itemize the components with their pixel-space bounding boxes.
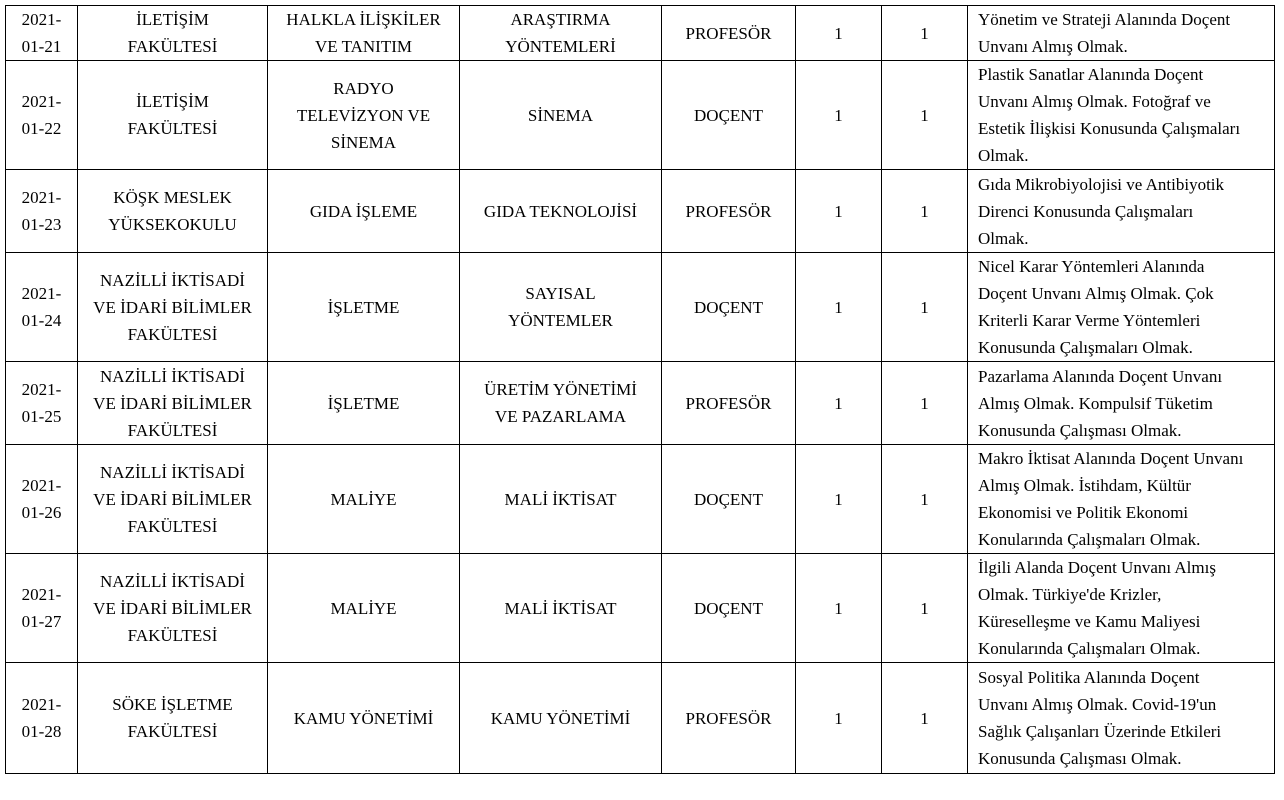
ilan-no-cell: 2021- 01-23 (6, 170, 78, 253)
count-cell: 1 (882, 253, 968, 362)
table-row (6, 445, 1275, 554)
title-cell: PROFESÖR (662, 663, 796, 774)
title-cell: PROFESÖR (662, 6, 796, 61)
ilan-no-cell: 2021- 01-27 (6, 554, 78, 663)
table-row (6, 61, 1275, 170)
table-row (6, 362, 1275, 445)
department-cell: MALİYE (268, 445, 460, 554)
field-cell: ARAŞTIRMA YÖNTEMLERİ (460, 6, 662, 61)
field-cell: ÜRETİM YÖNETİMİ VE PAZARLAMA (460, 362, 662, 445)
field-cell: MALİ İKTİSAT (460, 554, 662, 663)
count-cell: 1 (882, 362, 968, 445)
count-cell: 1 (882, 663, 968, 774)
degree-cell: 1 (796, 445, 882, 554)
field-cell: SAYISAL YÖNTEMLER (460, 253, 662, 362)
ilan-no-cell: 2021- 01-28 (6, 663, 78, 774)
unit-cell: İLETİŞİM FAKÜLTESİ (78, 61, 268, 170)
title-cell: DOÇENT (662, 61, 796, 170)
field-cell: MALİ İKTİSAT (460, 445, 662, 554)
title-cell: PROFESÖR (662, 170, 796, 253)
unit-cell: NAZİLLİ İKTİSADİ VE İDARİ BİLİMLER FAKÜLTESİ (78, 362, 268, 445)
title-cell: DOÇENT (662, 445, 796, 554)
count-cell: 1 (882, 61, 968, 170)
title-cell: PROFESÖR (662, 362, 796, 445)
department-cell: HALKLA İLİŞKİLER VE TANITIM (268, 6, 460, 61)
title-cell: DOÇENT (662, 253, 796, 362)
unit-cell: İLETİŞİM FAKÜLTESİ (78, 6, 268, 61)
degree-cell: 1 (796, 6, 882, 61)
requirements-cell: Yönetim ve Strateji Alanında Doçent Unvanı Almış Olmak. (968, 6, 1275, 61)
department-cell: GIDA İŞLEME (268, 170, 460, 253)
department-cell: RADYO TELEVİZYON VE SİNEMA (268, 61, 460, 170)
department-cell: KAMU YÖNETİMİ (268, 663, 460, 774)
requirements-cell: Plastik Sanatlar Alanında Doçent Unvanı Almış Olmak. Fotoğraf ve Estetik İlişkisi Konusunda Çalışmaları Olmak. (968, 61, 1275, 170)
unit-cell: NAZİLLİ İKTİSADİ VE İDARİ BİLİMLER FAKÜLTESİ (78, 253, 268, 362)
ilan-no-cell: 2021- 01-22 (6, 61, 78, 170)
degree-cell: 1 (796, 362, 882, 445)
requirements-cell: Gıda Mikrobiyolojisi ve Antibiyotik Direnci Konusunda Çalışmaları Olmak. (968, 170, 1275, 253)
ilan-no-cell: 2021- 01-24 (6, 253, 78, 362)
field-cell: GIDA TEKNOLOJİSİ (460, 170, 662, 253)
degree-cell: 1 (796, 253, 882, 362)
field-cell: KAMU YÖNETİMİ (460, 663, 662, 774)
degree-cell: 1 (796, 663, 882, 774)
ilan-no-cell: 2021- 01-26 (6, 445, 78, 554)
degree-cell: 1 (796, 170, 882, 253)
department-cell: İŞLETME (268, 362, 460, 445)
department-cell: MALİYE (268, 554, 460, 663)
requirements-cell: Makro İktisat Alanında Doçent Unvanı Almış Olmak. İstihdam, Kültür Ekonomisi ve Politik Ekonomi Konularında Çalışmaları Olmak. (968, 445, 1275, 554)
unit-cell: NAZİLLİ İKTİSADİ VE İDARİ BİLİMLER FAKÜLTESİ (78, 445, 268, 554)
ilan-no-cell: 2021- 01-21 (6, 6, 78, 61)
table-row (6, 6, 1275, 61)
table-row (6, 554, 1275, 663)
position-listing-table (5, 5, 1275, 774)
degree-cell: 1 (796, 554, 882, 663)
table-row (6, 170, 1275, 253)
count-cell: 1 (882, 170, 968, 253)
degree-cell: 1 (796, 61, 882, 170)
requirements-cell: Pazarlama Alanında Doçent Unvanı Almış Olmak. Kompulsif Tüketim Konusunda Çalışması Olmak. (968, 362, 1275, 445)
title-cell: DOÇENT (662, 554, 796, 663)
table-row (6, 663, 1275, 774)
field-cell: SİNEMA (460, 61, 662, 170)
count-cell: 1 (882, 445, 968, 554)
ilan-no-cell: 2021- 01-25 (6, 362, 78, 445)
table-row (6, 253, 1275, 362)
count-cell: 1 (882, 6, 968, 61)
department-cell: İŞLETME (268, 253, 460, 362)
unit-cell: NAZİLLİ İKTİSADİ VE İDARİ BİLİMLER FAKÜLTESİ (78, 554, 268, 663)
requirements-cell: Sosyal Politika Alanında Doçent Unvanı Almış Olmak. Covid-19'un Sağlık Çalışanları Üzerinde Etkileri Konusunda Çalışması Olmak. (968, 663, 1275, 774)
unit-cell: KÖŞK MESLEK YÜKSEKOKULU (78, 170, 268, 253)
requirements-cell: İlgili Alanda Doçent Unvanı Almış Olmak. Türkiye'de Krizler, Küreselleşme ve Kamu Maliyesi Konularında Çalışmaları Olmak. (968, 554, 1275, 663)
requirements-cell: Nicel Karar Yöntemleri Alanında Doçent Unvanı Almış Olmak. Çok Kriterli Karar Verme Yöntemleri Konusunda Çalışmaları Olmak. (968, 253, 1275, 362)
count-cell: 1 (882, 554, 968, 663)
unit-cell: SÖKE İŞLETME FAKÜLTESİ (78, 663, 268, 774)
